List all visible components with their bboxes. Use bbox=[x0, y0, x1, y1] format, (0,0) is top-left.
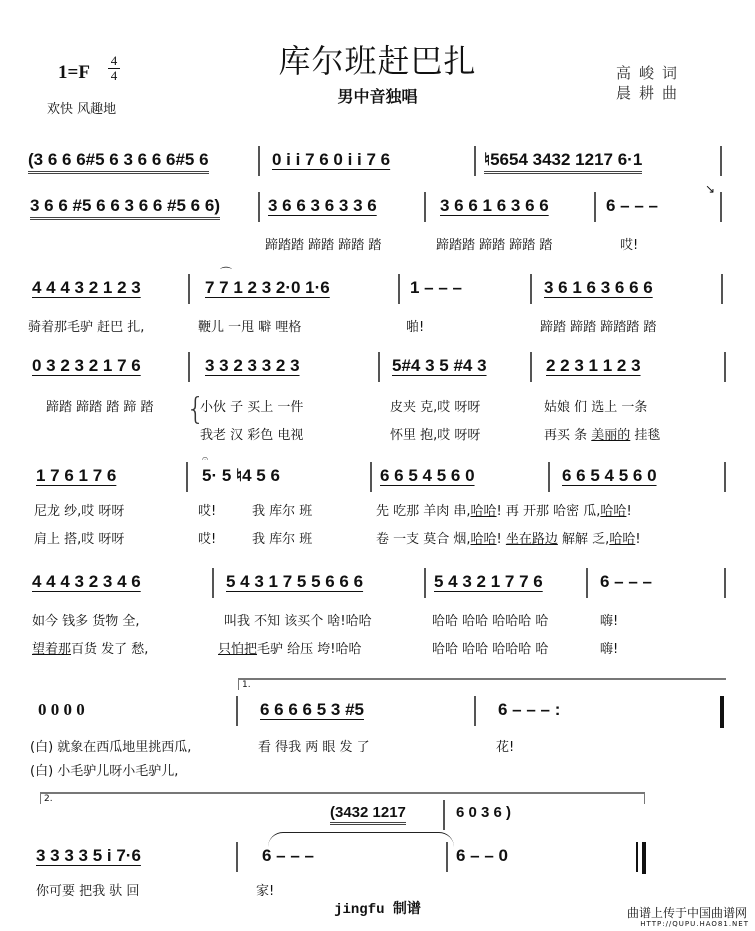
barline bbox=[443, 800, 445, 830]
lyric: 骑着那毛驴 赶巴 扎, bbox=[28, 320, 145, 335]
barline bbox=[721, 274, 723, 304]
time-signature bbox=[108, 54, 120, 83]
measure-intro-1: (3 6 6 6#5 6 3 6 6 6#5 6 bbox=[28, 150, 209, 174]
interlude-measure-1: (3432 1217 bbox=[330, 804, 406, 825]
final-barline-thick bbox=[642, 842, 646, 874]
measure-20: 5 4 3 1 7 5 5 6 6 6 bbox=[226, 572, 364, 591]
barline bbox=[724, 462, 726, 492]
barline bbox=[548, 462, 550, 492]
barline bbox=[370, 462, 372, 492]
spoken-line-verse-1: (白) 就象在西瓜地里挑西瓜, bbox=[30, 740, 192, 755]
lyric: 蹄踏 蹄踏 蹄踏踏 踏 bbox=[540, 320, 657, 335]
lyric-verse-1: 先 吃那 羊肉 串,哈哈! 再 开那 哈密 瓜,哈哈! bbox=[376, 504, 632, 519]
measure-19: 4 4 4 3 2 3 4 6 bbox=[32, 572, 141, 591]
barline bbox=[236, 842, 238, 872]
lyric-verse-1: 嗨! bbox=[600, 614, 619, 629]
fermata-icon: 𝄐 bbox=[202, 452, 209, 465]
measure-13: 5#4 3 5 #4 3 bbox=[392, 356, 487, 375]
lyric-verse-1: 哈哈 哈哈 哈哈哈 哈 bbox=[432, 614, 549, 629]
lyric-verse-1: 小伙 子 买上 一件 bbox=[200, 400, 304, 415]
final-barline-thin bbox=[636, 842, 638, 872]
lyric-verse-2: 我 库尔 班 bbox=[252, 532, 313, 547]
lyric: 蹄踏踏 蹄踏 蹄踏 踏 bbox=[436, 238, 553, 253]
barline bbox=[398, 274, 400, 304]
barline bbox=[530, 274, 532, 304]
lyric-verse-2: 哎! bbox=[198, 532, 217, 547]
measure-28: 6 – – 0 bbox=[456, 846, 508, 865]
barline bbox=[258, 192, 260, 222]
lyric-verse-2: 再买 条 美丽的 挂毯 bbox=[544, 428, 661, 443]
lyric: 你可要 把我 驮 回 bbox=[36, 884, 140, 899]
barline bbox=[188, 352, 190, 382]
lyric-verse-1: 花! bbox=[496, 740, 515, 755]
key-signature: 1=F bbox=[58, 62, 90, 83]
composer-credit: 晨耕曲 bbox=[616, 84, 686, 102]
measure-8: 7 7 1 2 3 2·0 1·6 bbox=[205, 278, 330, 297]
tie-arc bbox=[268, 832, 454, 847]
measure-21: 5 4 3 2 1 7 7 6 bbox=[434, 572, 543, 591]
lyric-verse-2: 怀里 抱,哎 呀呀 bbox=[390, 428, 481, 443]
measure-16: 5· 5 ♮4 5 6 bbox=[202, 466, 280, 485]
barline bbox=[474, 146, 476, 176]
lyric-verse-2: 肩上 搭,哎 呀呀 bbox=[34, 532, 125, 547]
barline bbox=[186, 462, 188, 492]
volta-bracket-2: 2. bbox=[40, 792, 645, 804]
measure-4: 3 6 6 3 6 3 3 6 bbox=[268, 196, 377, 215]
barline bbox=[594, 192, 596, 222]
barline bbox=[720, 192, 722, 222]
tempo-marking: 欢快 风趣地 bbox=[47, 102, 117, 117]
lyric: 啪! bbox=[406, 320, 425, 335]
lyric-verse-1: 皮夹 克,哎 呀呀 bbox=[390, 400, 481, 415]
measure-3: ♮5654 3432 1217 6·1 bbox=[484, 150, 642, 174]
measure-22: 6 – – – bbox=[600, 572, 652, 591]
lyricist-credit: 高峻词 bbox=[616, 64, 686, 82]
measure-9: 1 – – – bbox=[410, 278, 462, 297]
arranger-credit: jingfu 制谱 bbox=[334, 902, 421, 918]
time-signature-bottom: 4 bbox=[108, 68, 120, 83]
measure-12: 3 3 2 3 3 2 3 bbox=[205, 356, 300, 375]
measure-2: 0 i i 7 6 0 i i 7 6 bbox=[272, 150, 391, 169]
lyric: 蹄踏踏 蹄踏 蹄踏 踏 bbox=[265, 238, 382, 253]
lyric-verse-2: 望着那百货 发了 愁, bbox=[32, 642, 149, 657]
lyric-verse-1: 我 库尔 班 bbox=[252, 504, 313, 519]
barline bbox=[188, 274, 190, 304]
lyric-verse-1: 姑娘 们 选上 一条 bbox=[544, 400, 648, 415]
barline bbox=[212, 568, 214, 598]
volta-bracket-1: 1. bbox=[238, 678, 726, 690]
barline bbox=[446, 842, 448, 872]
slur: ⌒ bbox=[220, 266, 233, 280]
lyric-verse-1: 叫我 不知 该买个 啥!哈哈 bbox=[224, 614, 372, 629]
lyric: 哎! bbox=[620, 238, 639, 253]
song-title: 库尔班赶巴扎 bbox=[278, 42, 477, 80]
barline bbox=[530, 352, 532, 382]
lyric-verse-2: 卷 一支 莫合 烟,哈哈! 坐在路边 解解 乏,哈哈! bbox=[376, 532, 641, 547]
barline bbox=[424, 568, 426, 598]
barline bbox=[258, 146, 260, 176]
spoken-line-verse-2: (白) 小毛驴儿呀小毛驴儿, bbox=[30, 764, 179, 779]
measure-18: 6 6 5 4 5 6 0 bbox=[562, 466, 657, 485]
lyric-verse-2: 只怕把毛驴 给压 垮!哈哈 bbox=[218, 642, 362, 657]
lyric-verse-1: 如今 钱多 货物 全, bbox=[32, 614, 140, 629]
lyric-verse-2: 嗨! bbox=[600, 642, 619, 657]
watermark-url[interactable]: HTTP://QUPU.HAO81.NET bbox=[640, 920, 749, 928]
barline bbox=[720, 146, 722, 176]
watermark-text: 曲谱上传于中国曲谱网 bbox=[626, 906, 747, 920]
measure-intro-2: 3 6 6 #5 6 6 3 6 6 #5 6 6) bbox=[30, 196, 220, 220]
measure-5: 3 6 6 1 6 3 6 6 bbox=[440, 196, 549, 215]
verse-brace: { bbox=[186, 392, 206, 427]
measure-14: 2 2 3 1 1 2 3 bbox=[546, 356, 641, 375]
time-signature-top: 4 bbox=[110, 53, 118, 68]
lyric-verse-1: 看 得我 两 眼 发 了 bbox=[258, 740, 370, 755]
lyric: 蹄踏 蹄踏 踏 蹄 踏 bbox=[46, 400, 154, 415]
measure-15: 1 7 6 1 7 6 bbox=[36, 466, 117, 485]
barline bbox=[424, 192, 426, 222]
breath-arrow-icon: ↘ bbox=[705, 182, 716, 196]
measure-6: 6 – – – bbox=[606, 196, 658, 215]
repeat-end-barline bbox=[720, 696, 724, 728]
lyric-verse-1: 哎! bbox=[198, 504, 217, 519]
measure-11: 0 3 2 3 2 1 7 6 bbox=[32, 356, 141, 375]
lyric-verse-2: 哈哈 哈哈 哈哈哈 哈 bbox=[432, 642, 549, 657]
measure-27: 6 – – – bbox=[262, 846, 314, 865]
barline bbox=[474, 696, 476, 726]
measure-10: 3 6 1 6 3 6 6 6 bbox=[544, 278, 653, 297]
barline bbox=[586, 568, 588, 598]
lyric: 鞭儿 一甩 噼 哩格 bbox=[198, 320, 302, 335]
lyric: 家! bbox=[256, 884, 275, 899]
measure-26: 3 3 3 3 5 i 7·6 bbox=[36, 846, 141, 865]
measure-17: 6 6 5 4 5 6 0 bbox=[380, 466, 475, 485]
lyric-verse-1: 尼龙 纱,哎 呀呀 bbox=[34, 504, 125, 519]
measure-7: 4 4 4 3 2 1 2 3 bbox=[32, 278, 141, 297]
lyric-verse-2: 我老 汉 彩色 电视 bbox=[200, 428, 304, 443]
measure-23: 0 0 0 0 bbox=[38, 700, 85, 719]
barline bbox=[724, 352, 726, 382]
barline bbox=[724, 568, 726, 598]
measure-25: 6 – – – : bbox=[498, 700, 561, 719]
interlude-measure-2: 6 0 3 6 ) bbox=[456, 804, 512, 821]
measure-24: 6 6 6 6 5 3 #5 bbox=[260, 700, 364, 719]
barline bbox=[378, 352, 380, 382]
barline bbox=[236, 696, 238, 726]
song-subtitle: 男中音独唱 bbox=[337, 87, 418, 106]
